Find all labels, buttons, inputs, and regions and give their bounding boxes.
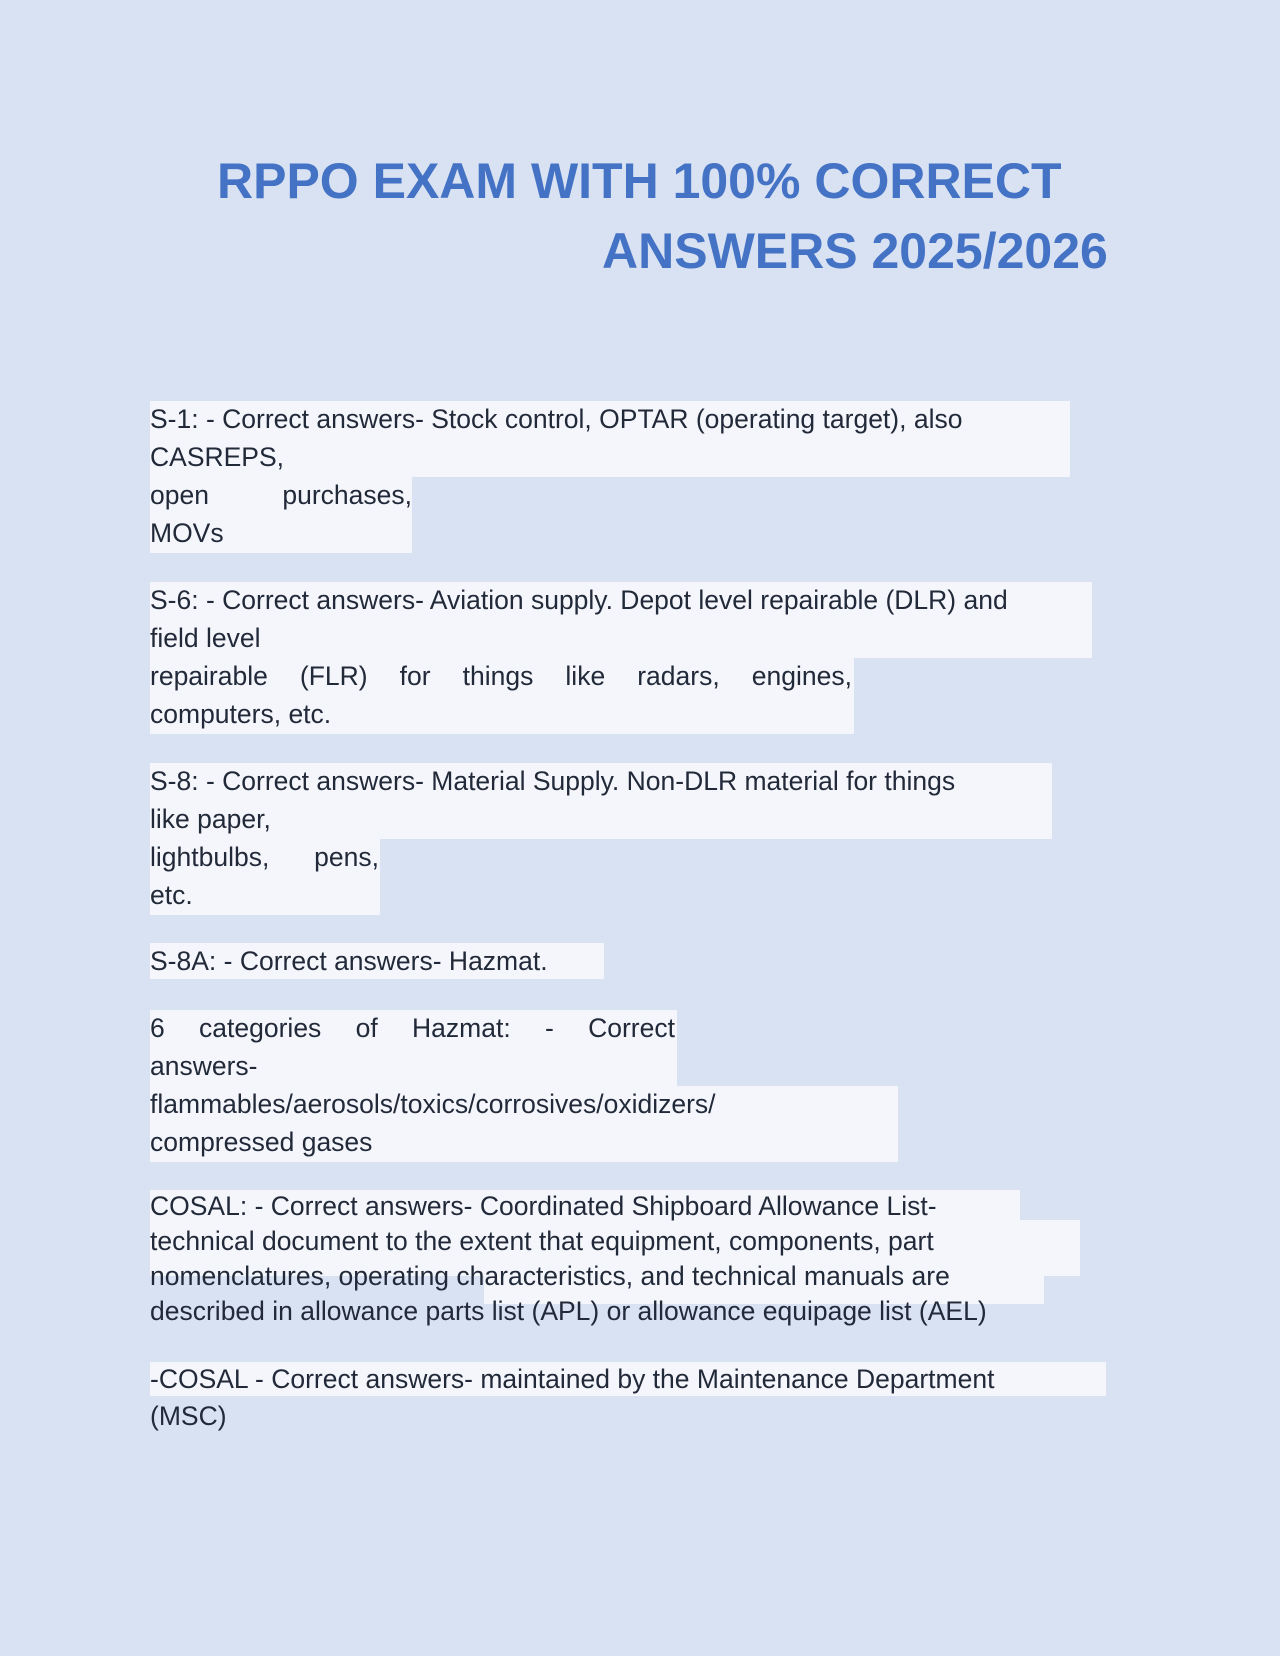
entry-line: S-6: - Correct answers- Aviation supply. Depot level repairable (DLR) and: [150, 585, 1008, 615]
entry-line: computers, etc.: [150, 699, 332, 729]
entry-line: CASREPS,: [150, 442, 285, 472]
entry-line: COSAL: - Correct answers- Coordinated Shipboard Allowance List-: [150, 1191, 937, 1221]
entry-line: flammables/aerosols/toxics/corrosives/oxidizers/: [150, 1089, 716, 1119]
word: of: [355, 1013, 378, 1043]
title-line-2: ANSWERS 2025/2026: [602, 223, 1108, 279]
entry-line: like paper,: [150, 804, 271, 834]
word: for: [399, 661, 431, 691]
word: repairable: [150, 661, 268, 691]
entry-line: S-8A: - Correct answers- Hazmat.: [150, 946, 548, 976]
title-line-1: RPPO EXAM WITH 100% CORRECT: [217, 153, 1062, 209]
entry-line: nomenclatures, operating characteristics, and technical manuals are: [150, 1261, 950, 1291]
entry-line: answers-: [150, 1051, 258, 1081]
word: open: [150, 480, 209, 510]
entry-line-justified: [150, 657, 852, 695]
word: like: [565, 661, 606, 691]
entry-line: field level: [150, 623, 261, 653]
word: -: [544, 1013, 554, 1043]
entry-line: compressed gases: [150, 1127, 373, 1157]
entry-line: technical document to the extent that equipment, components, part: [150, 1226, 934, 1256]
entry-line: described in allowance parts list (APL) or allowance equipage list (AEL): [150, 1296, 987, 1326]
word: purchases,: [282, 480, 412, 510]
entry-line: MOVs: [150, 518, 224, 548]
word: pens,: [314, 842, 379, 872]
word: Correct: [588, 1013, 675, 1043]
entry-line: -COSAL - Correct answers- maintained by the Maintenance Department: [150, 1364, 995, 1394]
entry-line-justified: [150, 476, 412, 514]
entry-line-justified: [150, 1009, 675, 1047]
word: Hazmat:: [412, 1013, 511, 1043]
word: 6: [150, 1013, 165, 1043]
word: (FLR): [299, 661, 368, 691]
entry-line-justified: [150, 838, 379, 876]
entry-line: (MSC): [150, 1401, 227, 1431]
entry-line: S-1: - Correct answers- Stock control, OPTAR (operating target), also: [150, 404, 963, 434]
entry-line: etc.: [150, 880, 193, 910]
word: engines,: [751, 661, 852, 691]
word: lightbulbs,: [150, 842, 270, 872]
word: categories: [199, 1013, 322, 1043]
word: things: [462, 661, 534, 691]
word: radars,: [637, 661, 720, 691]
entry-line: S-8: - Correct answers- Material Supply. Non-DLR material for things: [150, 766, 956, 796]
